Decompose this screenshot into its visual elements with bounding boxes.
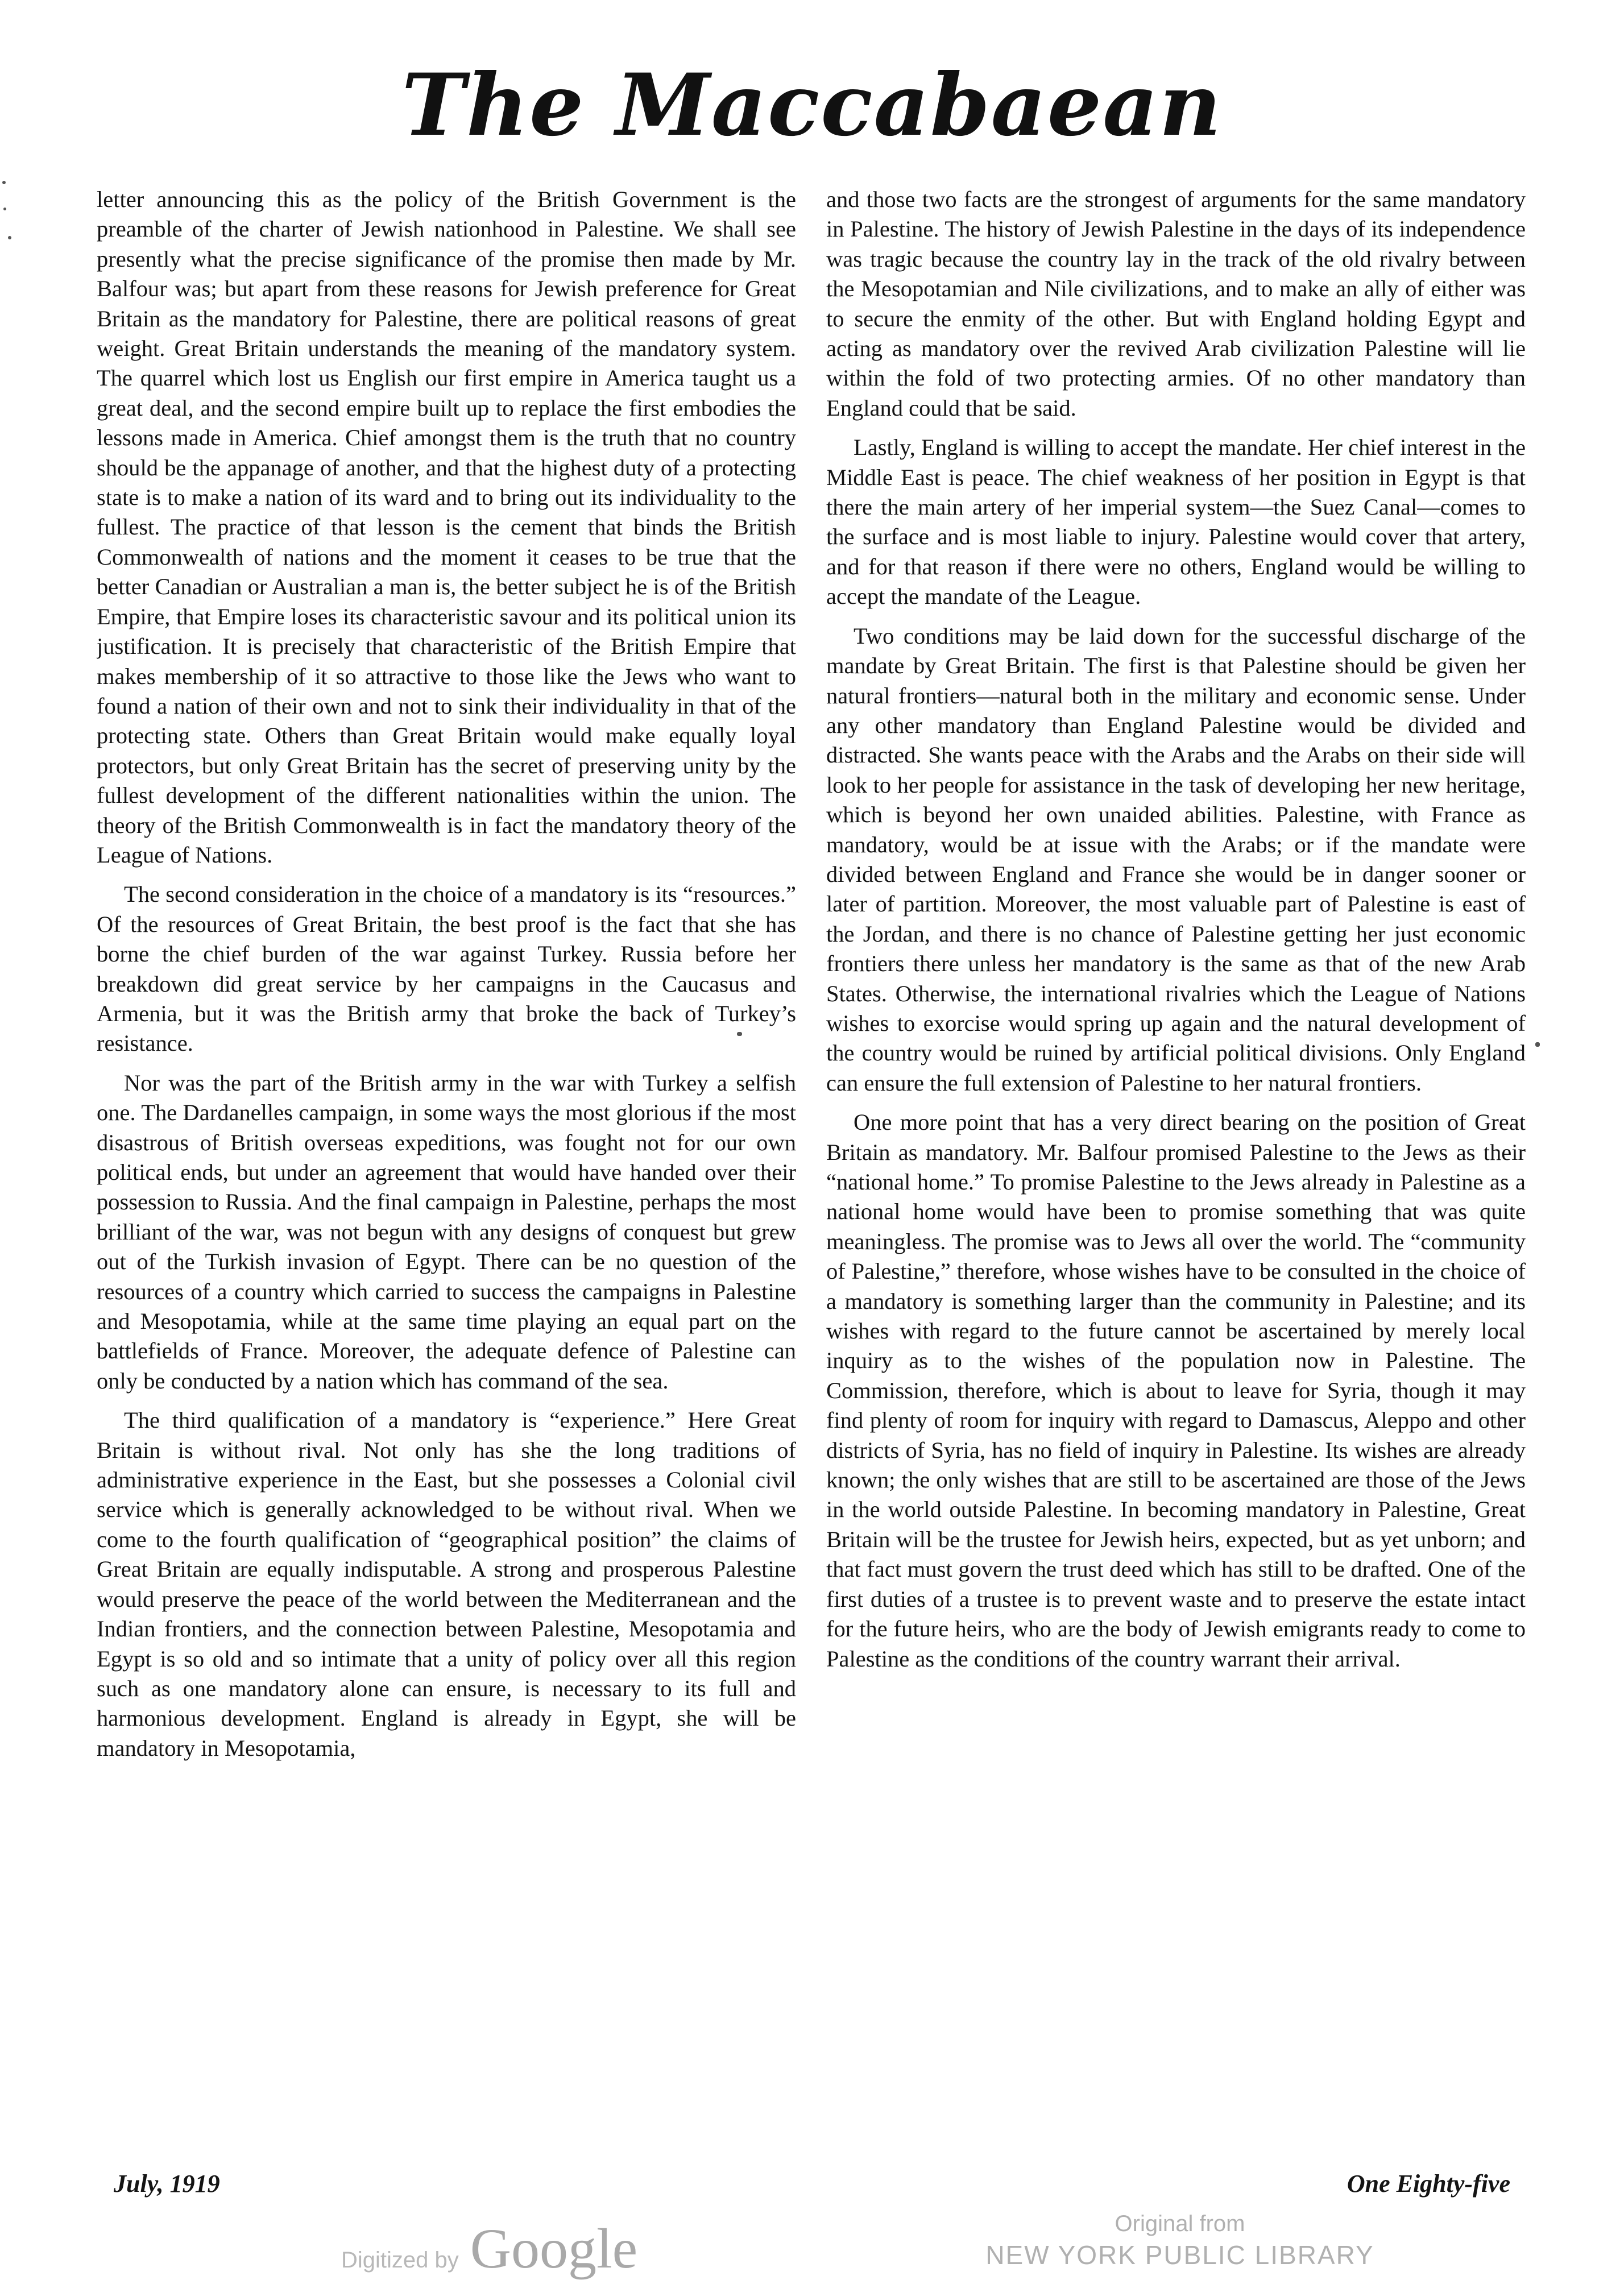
paragraph: The third qualification of a mandatory is “experience.” Here Great Britain is without rival. Not only has she the long traditions of administrative experience in the East, but she possesses a Colonial civil service which is generally acknowledged to be without rival. When we come to the fourth qualification of “geographical position” the claims of Great Britain are equally indisputable. A strong and prosperous Palestine would preserve the peace of the world between the Mediterranean and the Indian frontiers, and the connection between Palestine, Mesopotamia and Egypt is so old and so intimate that a unity of policy over all this region such as one mandatory alone can ensure, is necessary to its full and harmonious development. England is already in Egypt, she will be mandatory in Mesopotamia, [97, 1407, 796, 1761]
masthead-title: The Maccabaean [401, 55, 1223, 155]
paragraph: The second consideration in the choice of a mandatory is its “resources.” Of the resources of Great Britain, the best proof is the fact that she has borne the chief burden of the war against Turkey. Russia before her breakdown did great service by her campaigns in the Caucasus and Armenia, but it was the British army that broke the back of Turkey’s resistance. [97, 881, 796, 1056]
original-from-label: Original from [1115, 2211, 1245, 2236]
paragraph: and those two facts are the strongest of arguments for the same mandatory in Palestine. The history of Jewish Palestine in the days of its independence was tragic because the country lay in the track of the old rivalry between the Mesopotamian and Nile civilizations, and to make an ally of either was to secure the enmity of the other. But with England holding Egypt and acting as mandatory over the revived Arab civilization Palestine will lie within the fold of two protecting armies. Of no other mandatory than England could that be said. [826, 186, 1526, 421]
page-number: One Eighty-five [1347, 2170, 1510, 2198]
right-column [826, 185, 1526, 2146]
paragraph: One more point that has a very direct bearing on the position of Great Britain as mandatory. Mr. Balfour promised Palestine to the Jews as their “national home.” To promise Palestine to the Jews already in Palestine as a national home would have been to promise something that was quite meaningless. The promise was to Jews all over the world. The “community of Palestine,” therefore, whose wishes have to be consulted in the choice of a mandatory is something larger than the community in Palestine; and its wishes with regard to the future cannot be ascertained by merely local inquiry as to the wishes of the population now in Palestine. The Commission, therefore, which is about to leave for Syria, though it may find plenty of room for inquiry with regard to Damascus, Aleppo and other districts of Syria, has no field of inquiry in Palestine. Its wishes are already known; the only wishes that are still to be ascertained are those of the Jews in the world outside Palestine. In becoming mandatory in Palestine, Great Britain will be the trustee for Jewish heirs, expected, but as yet unborn; and that fact must govern the trust deed which has still to be drafted. One of the first duties of a trustee is to prevent waste and to preserve the estate intact for the future heirs, who are the body of Jewish emigrants ready to come to Palestine as the conditions of the country warrant their arrival. [826, 1109, 1526, 1672]
digitized-by-watermark [341, 2217, 638, 2280]
margin-speck [3, 208, 6, 210]
library-name: NEW YORK PUBLIC LIBRARY [985, 2240, 1374, 2270]
paragraph: Lastly, England is willing to accept the mandate. Her chief interest in the Middle East is peace. The chief weakness of her position in Egypt is that there the main artery of her imperial system—the Suez Canal—comes to the surface and is most liable to injury. Palestine would cover that artery, and for that reason if there were no others, England would be willing to accept the mandate of the League. [826, 434, 1526, 610]
margin-speck [8, 236, 11, 239]
google-logo: Google [470, 2217, 638, 2280]
margin-speck [737, 1032, 742, 1036]
paragraph: letter announcing this as the policy of the British Government is the preamble of the charter of Jewish nationhood in Palestine. We shall see presently what the precise significance of the promise then made by Mr. Balfour was; but apart from these reasons for Jewish preference for Great Britain as the mandatory for Palestine, there are political reasons of great weight. Great Britain understands the meaning of the mandatory system. The quarrel which lost us English our first empire in America taught us a great deal, and the second empire built up to replace the first embodies the lessons made in America. Chief amongst them is the truth that no country should be the appanage of another, and that the highest duty of a protecting state is to make a nation of its ward and to bring out its individuality to the fullest. The practice of that lesson is the cement that binds the British Commonwealth of nations and the moment it ceases to be true that the better Canadian or Australian a man is, the better subject he is of the British Empire, that Empire loses its characteristic savour and its political union its justification. It is precisely that characteristic of the British Empire that makes membership of it so attractive to those like the Jews who want to found a nation of their own and not to sink their individuality in that of the protecting state. Others than Great Britain would make equally loyal protectors, but only Great Britain has the secret of preserving unity by the fullest development of the different nationalities within the union. The theory of the British Commonwealth is in fact the mandatory theory of the League of Nations. [97, 186, 796, 868]
margin-speck [1535, 1042, 1540, 1047]
issue-date: July, 1919 [114, 2170, 220, 2198]
paragraph: Nor was the part of the British army in the war with Turkey a selfish one. The Dardanelles campaign, in some ways the most glorious if the most disastrous of British overseas expeditions, was fought not for our own political ends, but under an agreement that would have handed over their possession to Russia. And the final campaign in Palestine, perhaps the most brilliant of the war, was not begun with any designs of conquest but grew out of the Turkish invasion of Egypt. There can be no question of the resources of a country which carried to success the campaigns in Palestine and Mesopotamia, while at the same time playing an equal part on the battlefields of France. Moreover, the adequate defence of Palestine can only be conducted by a nation which has command of the sea. [97, 1069, 796, 1394]
paragraph: Two conditions may be laid down for the successful discharge of the mandate by Great Britain. The first is that Palestine should be given her natural frontiers—natural both in the military and economic sense. Under any other mandatory than England Palestine would be divided and distracted. She wants peace with the Arabs and the Arabs on their side will look to her people for assistance in the task of developing her new heritage, which is beyond her own unaided abilities. Palestine, with France as mandatory, would be at issue with the Arabs; or if the mandate were divided between England and France she would be in danger sooner or later of partition. Moreover, the most valuable part of Palestine is east of the Jordan, and there is no chance of Palestine getting her just economic frontiers there unless her mandatory is the same as that of the new Arab States. Otherwise, the international rivalries which the League of Nations wishes to exorcise would spring up again and the natural development of the country would be ruined by artificial political divisions. Only England can ensure the full extension of Palestine to her natural frontiers. [826, 623, 1526, 1096]
digitized-by-label: Digitized by [341, 2248, 459, 2273]
source-watermark [967, 2209, 1393, 2271]
left-column [97, 185, 796, 2146]
margin-speck [2, 181, 6, 184]
